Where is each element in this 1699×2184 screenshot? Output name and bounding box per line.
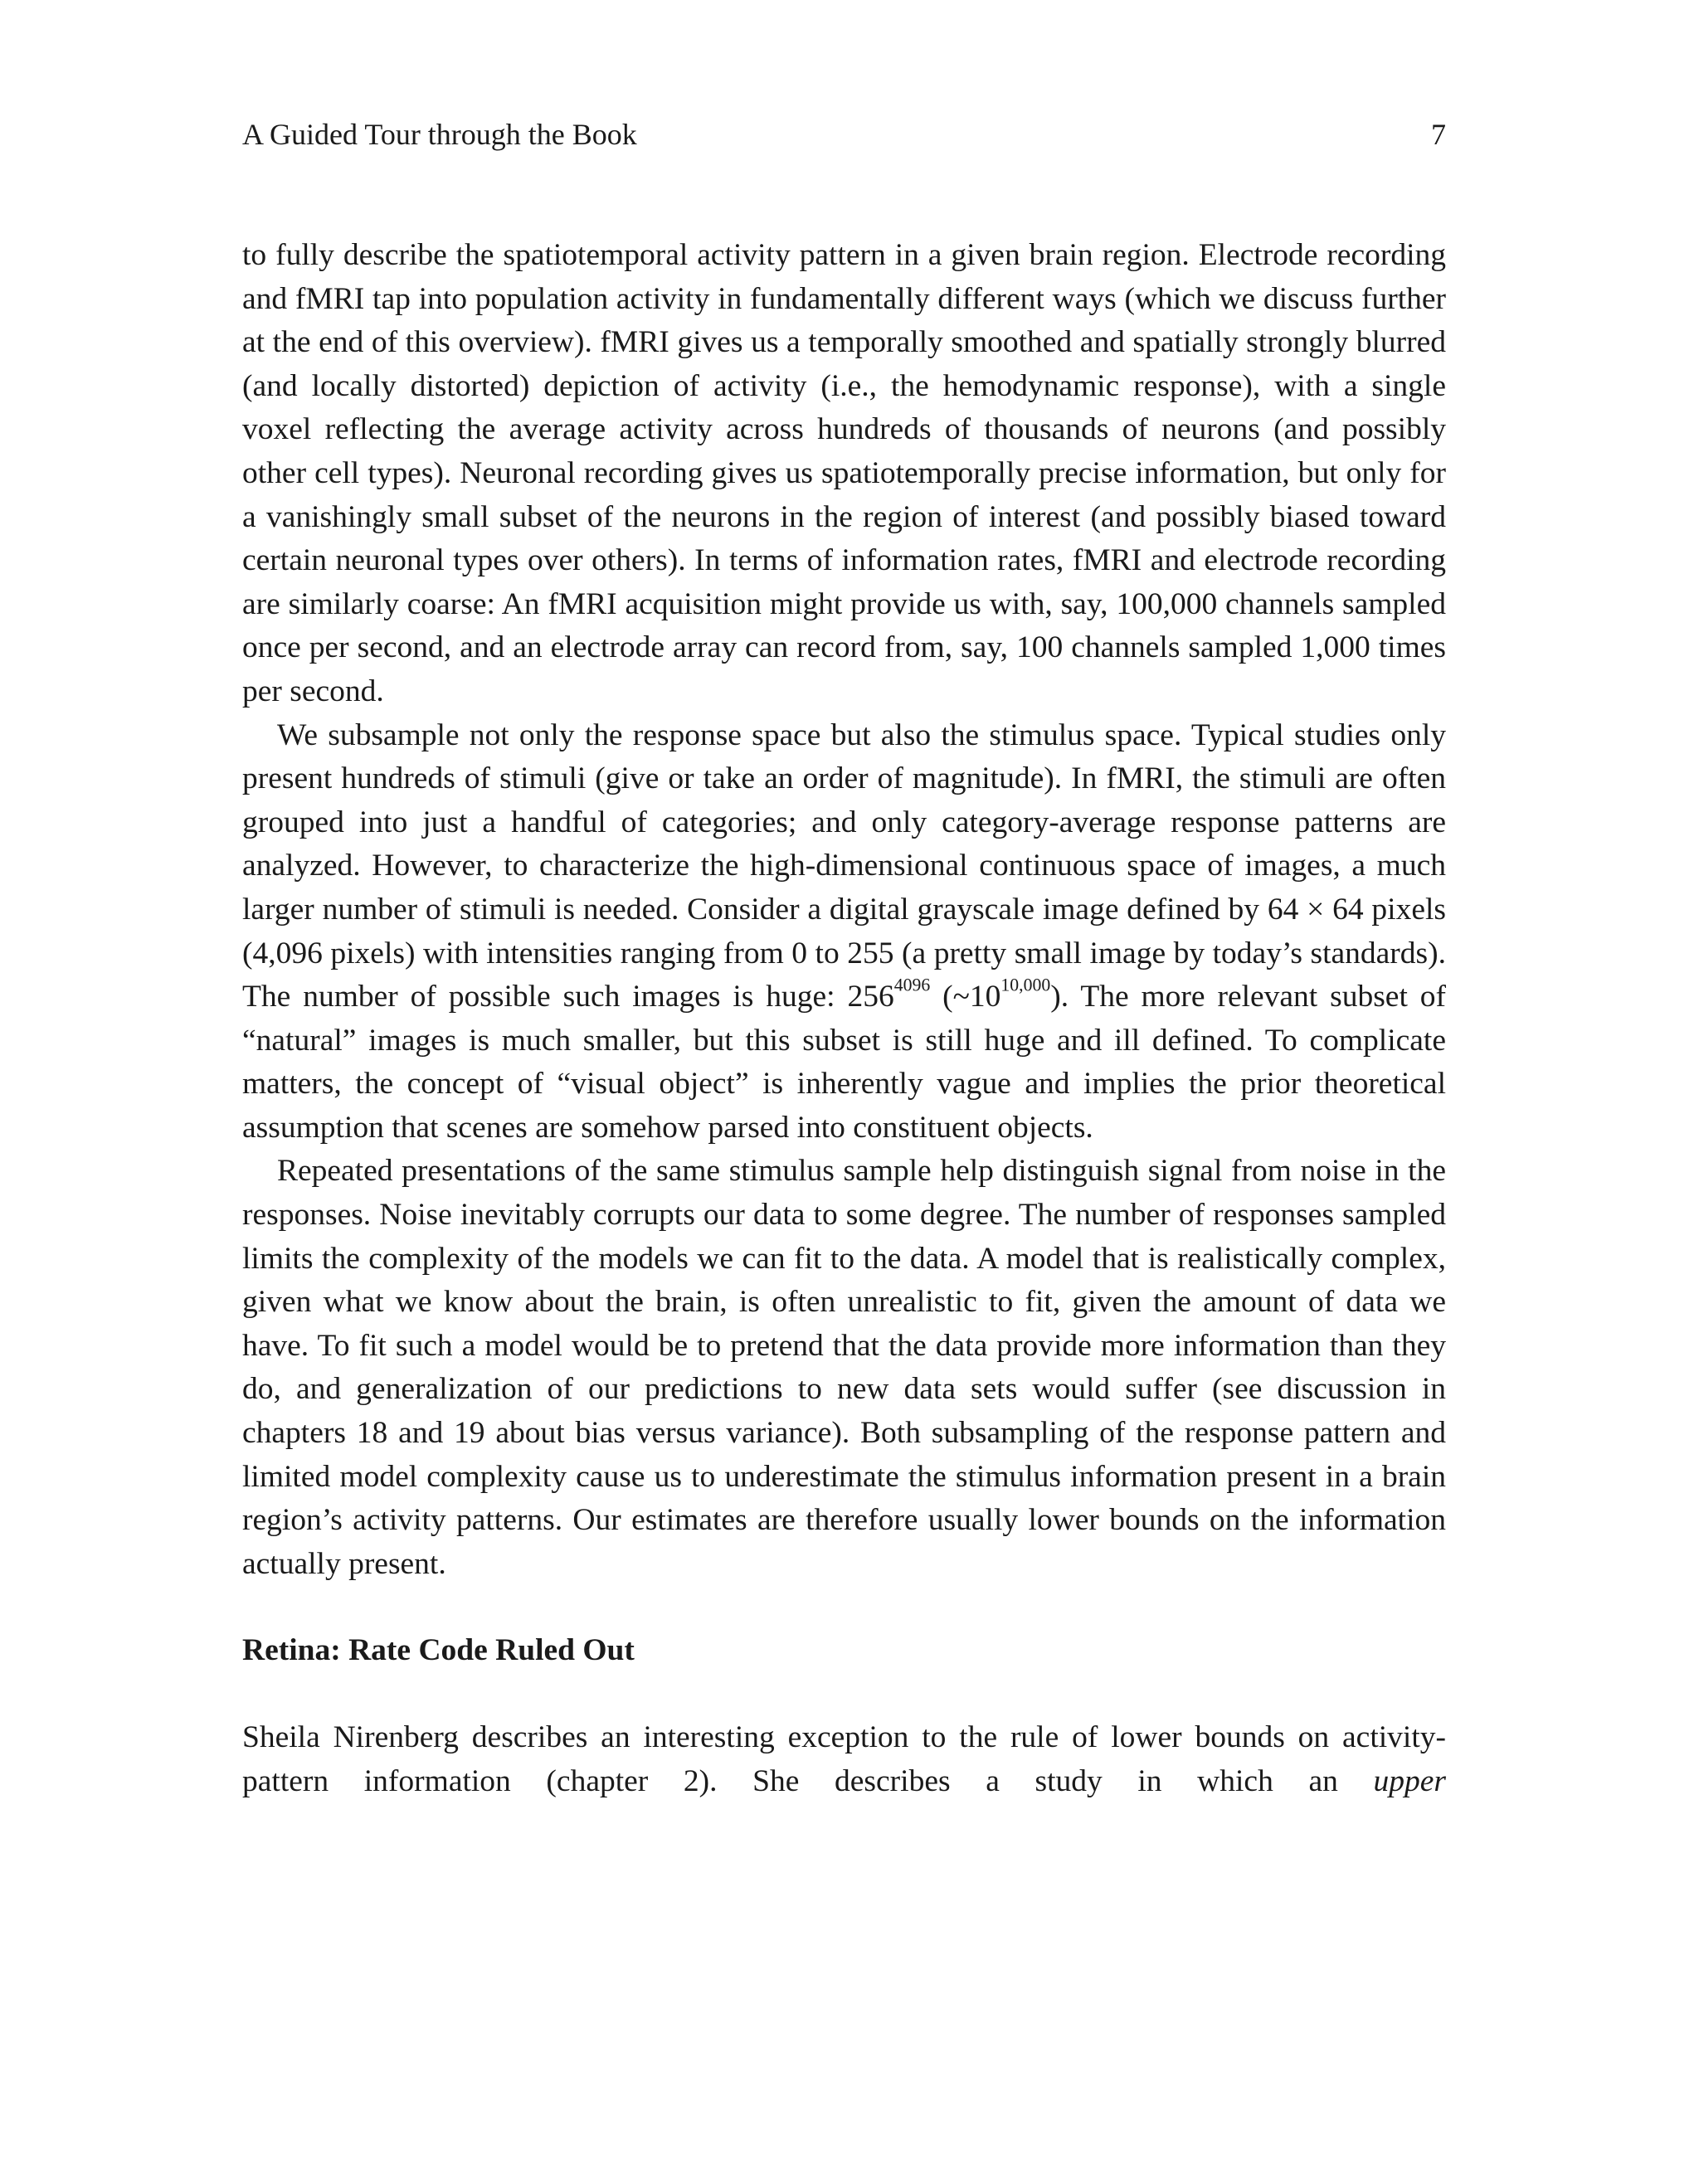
running-head <box>242 114 1446 154</box>
exponent-10000: 10,000 <box>1000 975 1051 995</box>
exponent-4096: 4096 <box>893 975 931 995</box>
paragraph-4-emphasis: upper <box>1373 1763 1446 1798</box>
paragraph-2 <box>242 714 1446 1150</box>
page-number: 7 <box>1431 118 1446 151</box>
paragraph-2-part-c: ). The more relevant subset of “natural” images is much smaller, but this subset is still huge and ill defined. To complicate matters, the concept of “visual object” is inherently vague and implies the prior theoretical assumption that scenes are somehow parsed into constituent objects. <box>242 980 1447 1145</box>
paragraph-1: to fully describe the spatiotemporal activity pattern in a given brain region. Electrode recording and fMRI tap into population activity in fundamentally different ways (which we discuss further at the end of this overview). fMRI gives us a temporally smoothed and spatially strongly blurred (and locally distorted) depiction of activity (i.e., the hemodynamic response), with a single voxel reflecting the average activity across hundreds of thousands of neurons (and possibly other cell types). Neuronal recording gives us spatiotemporally precise information, but only for a vanishingly small subset of the neurons in the region of interest (and possibly biased toward certain neuronal types over others). In terms of information rates, fMRI and electrode recording are similarly coarse: An fMRI acquisition might provide us with, say, 100,000 channels sampled once per second, and an electrode array can record from, say, 100 channels sampled 1,000 times per second. <box>242 238 1446 708</box>
section-heading: Retina: Rate Code Ruled Out <box>242 1633 635 1668</box>
paragraph-2-part-a: We subsample not only the response space but also the stimulus space. Typical studies only present hundreds of stimuli (give or take an order of magnitude). In fMRI, the stimuli are often grouped into just a handful of categories; and only category-average response patterns are analyzed. However, to characterize the high-dimensional continuous space of images, a much larger number of stimuli is needed. Consider a digital grayscale image defined by 64 × 64 pixels (4,096 pixels) with intensities ranging from 0 to 255 (a pretty small image by today’s standards). The number of possible such images is huge: 256 <box>242 717 1446 1014</box>
running-title: A Guided Tour through the Book <box>242 118 637 151</box>
paragraph-4-text: Sheila Nirenberg describes an interesting exception to the rule of lower bounds on activity-pattern information (chapter 2). She describes a study in which an <box>242 1720 1446 1798</box>
paragraph-4 <box>242 1716 1446 1803</box>
body-text <box>242 234 1446 1803</box>
paragraph-2-part-b: (~10 <box>930 980 1001 1014</box>
paragraph-3: Repeated presentations of the same stimulus sample help distinguish signal from noise in the responses. Noise inevitably corrupts our data to some degree. The number of responses sampled limits the complexity of the models we can fit to the data. A model that is realistically complex, given what we know about the brain, is often unrealistic to fit, given the amount of data we have. To fit such a model would be to pretend that the data provide more information than they do, and generalization of our predictions to new data sets would suffer (see discussion in chapters 18 and 19 about bias versus variance). Both subsampling of the response pattern and limited model complexity cause us to underestimate the stimulus information present in a brain region’s activity patterns. Our estimates are therefore usually lower bounds on the information actually present. <box>242 1154 1446 1581</box>
